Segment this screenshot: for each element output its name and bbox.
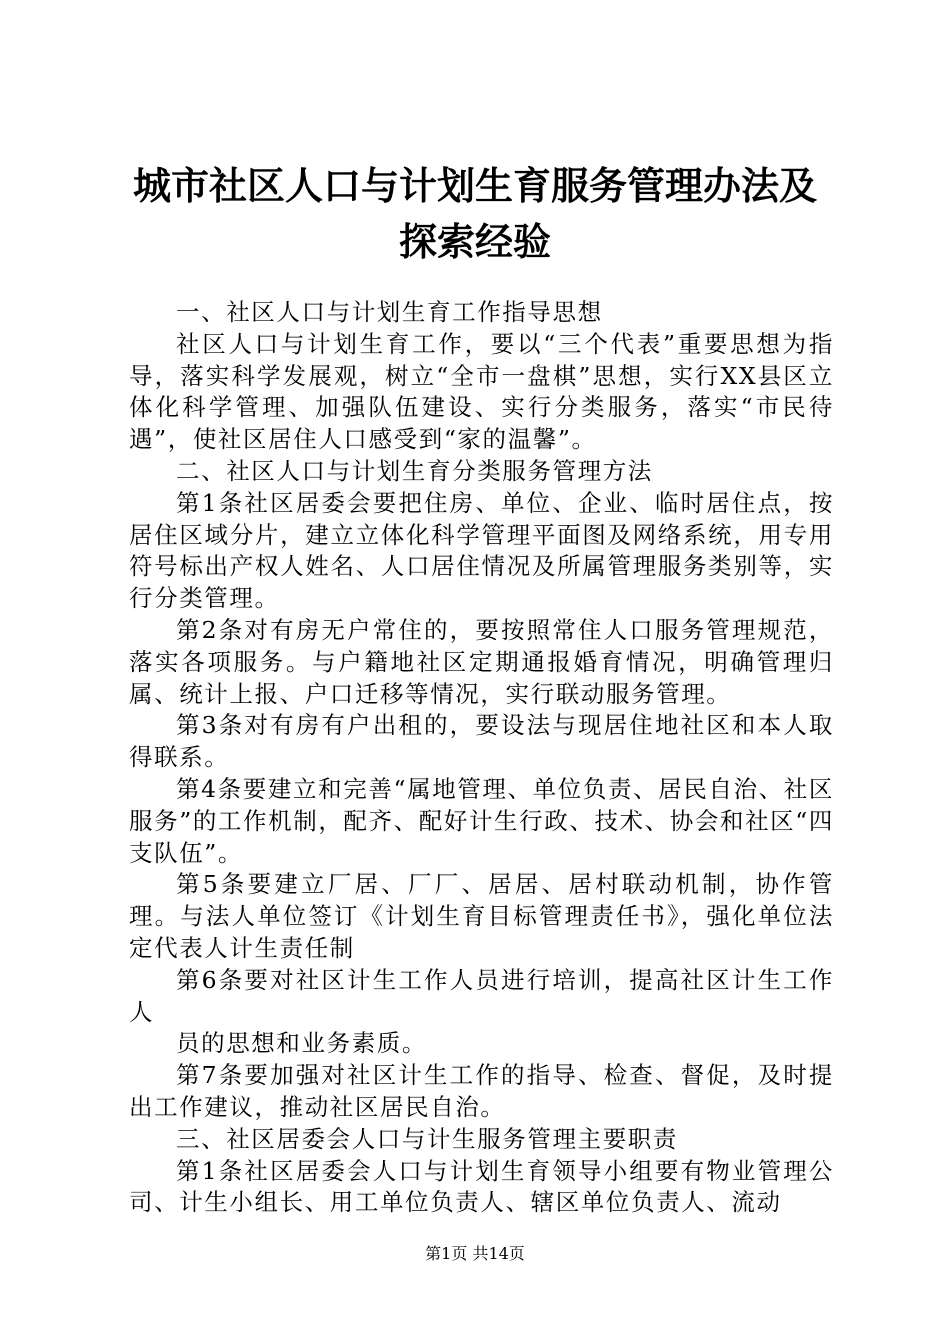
- article-paragraph: 第4条要建立和完善“属地管理、单位负责、居民自治、社区服务”的工作机制，配齐、配好计生行政、技术、协会和社区“四支队伍”。: [129, 774, 834, 867]
- article-paragraph: 第1条社区居委会人口与计划生育领导小组要有物业管理公司、计生小组长、用工单位负责人、辖区单位负责人、流动: [129, 1156, 834, 1217]
- paragraph: 社区人口与计划生育工作，要以“三个代表”重要思想为指导，落实科学发展观，树立“全市一盘棋”思想，实行XX县区立体化科学管理、加强队伍建设、实行分类服务，落实“市民待遇”，使社区居住人口感受到“家的温馨”。: [129, 329, 834, 454]
- section-heading: 一、社区人口与计划生育工作指导思想: [176, 298, 603, 326]
- document-title: 城市社区人口与计划生育服务管理办法及探索经验: [132, 163, 817, 264]
- document-body: [129, 297, 834, 1219]
- page-number-footer: 第1页 共14页: [425, 1244, 525, 1263]
- section-heading: 二、社区人口与计划生育分类服务管理方法: [176, 456, 653, 485]
- article-paragraph: 第5条要建立厂居、厂厂、居居、居村联动机制，协作管理。与法人单位签订《计划生育目标管理责任书》，强化单位法定代表人计生责任制: [129, 870, 834, 962]
- article-paragraph: 第3条对有房有户出租的，要设法与现居住地社区和本人取得联系。: [129, 711, 834, 772]
- section-heading: 三、社区居委会人口与计生服务管理主要职责: [176, 1124, 678, 1153]
- article-paragraph: 第2条对有房无户常住的，要按照常住人口服务管理规范，落实各项服务。与户籍地社区定期通报婚育情况，明确管理归属、统计上报、户口迁移等情况，实行联动服务管理。: [129, 615, 834, 708]
- article-paragraph: 员的思想和业务素质。: [176, 1029, 427, 1058]
- article-paragraph: 第6条要对社区计生工作人员进行培训，提高社区计生工作人: [129, 965, 834, 1026]
- article-paragraph: 第1条社区居委会要把住房、单位、企业、临时居住点，按居住区域分片，建立立体化科学管理平面图及网络系统，用专用符号标出产权人姓名、人口居住情况及所属管理服务类别等，实行分类管理。: [129, 488, 834, 613]
- article-paragraph: 第7条要加强对社区计生工作的指导、检查、督促，及时提出工作建议，推动社区居民自治。: [129, 1061, 834, 1121]
